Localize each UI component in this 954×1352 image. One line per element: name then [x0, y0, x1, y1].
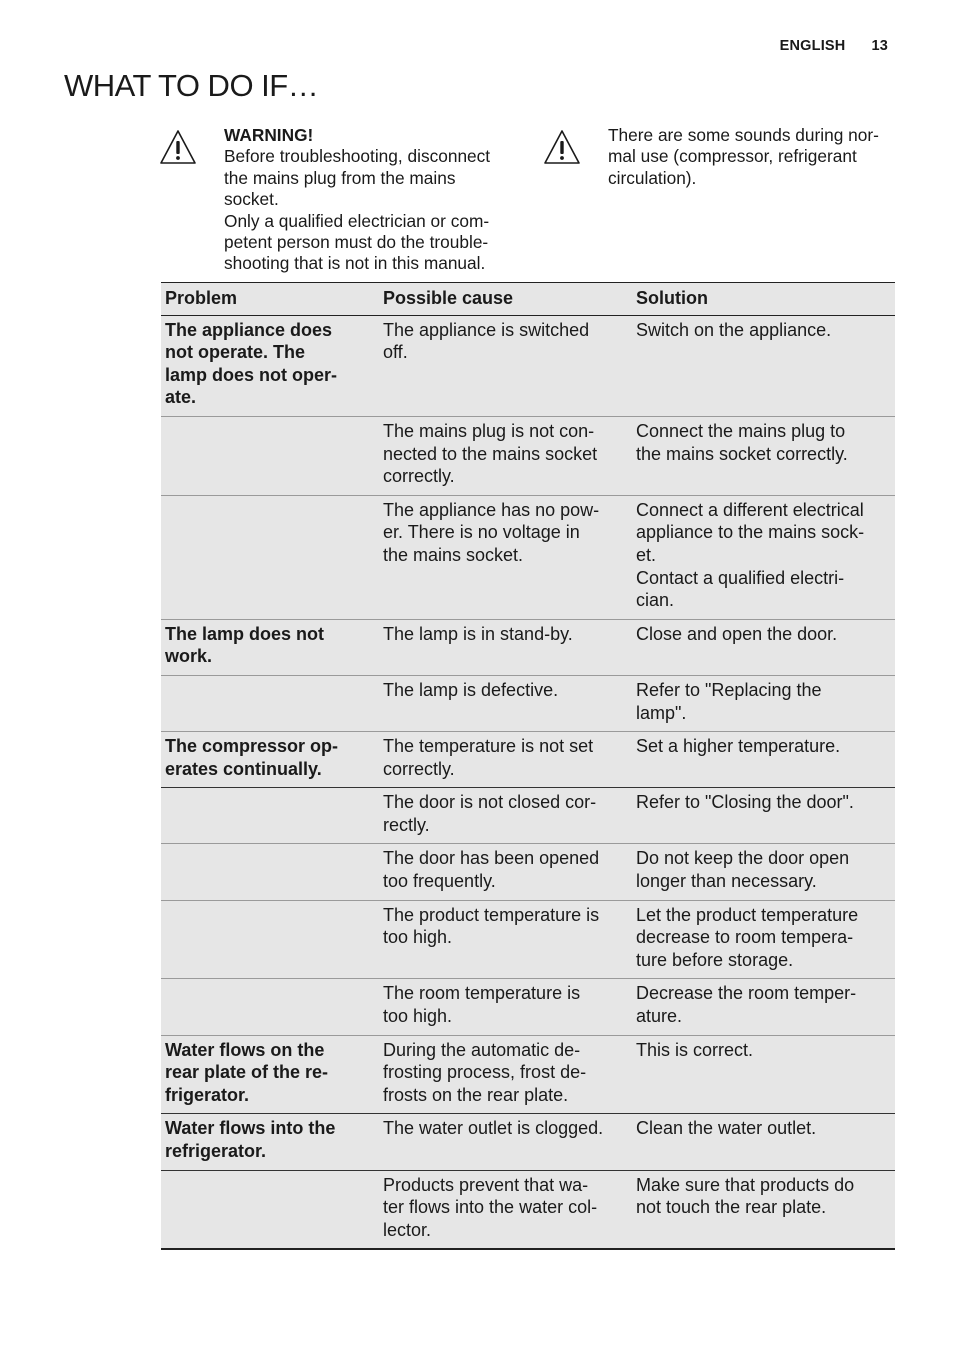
cause-cell	[379, 900, 632, 979]
solution-cell-line: Let the product temperature	[636, 904, 859, 925]
solution-cell-line: cian.	[636, 590, 675, 611]
problem-cell-line: work.	[165, 646, 213, 667]
problem-cell-line: The appliance does	[165, 319, 333, 340]
table-row	[161, 732, 895, 788]
warning-heading: WARNING!	[224, 125, 314, 145]
problem-cell	[161, 1035, 379, 1114]
solution-cell-line: decrease to room tempera-	[636, 927, 854, 948]
solution-cell	[632, 732, 895, 788]
cause-cell-line: lector.	[383, 1219, 432, 1240]
warning-line: the mains plug from the mains	[224, 167, 456, 188]
cause-cell-line: The door has been opened	[383, 848, 600, 869]
solution-cell-line: lamp".	[636, 702, 687, 723]
problem-cell-line: refrigerator.	[165, 1141, 267, 1161]
cause-cell-line: off.	[383, 342, 408, 363]
table-row	[161, 416, 895, 495]
solution-cell-line: Connect a different electrical	[636, 499, 864, 520]
cause-cell	[379, 788, 632, 844]
cause-cell-line: correctly.	[383, 758, 455, 779]
column-header-problem: Problem	[165, 288, 238, 308]
cause-cell-line: er. There is no voltage in	[383, 522, 580, 543]
cause-cell-line: too high.	[383, 1006, 453, 1027]
problem-cell-line: erates continually.	[165, 758, 322, 779]
cause-cell	[379, 495, 632, 619]
cause-cell-line: The lamp is defective.	[383, 679, 559, 700]
cause-cell-line: ter flows into the water col-	[383, 1197, 598, 1218]
problem-cell-line: lamp does not oper-	[165, 364, 338, 385]
warning-text	[224, 125, 490, 275]
solution-cell-line: Contact a qualified electri-	[636, 567, 845, 588]
warning-line: Only a qualified electrician or com-	[224, 210, 490, 231]
warning-triangle-icon	[159, 128, 197, 166]
problem-cell	[161, 1114, 379, 1170]
solution-cell-line: Clean the water outlet.	[636, 1118, 817, 1139]
problem-cell	[161, 495, 379, 619]
cause-cell-line: The mains plug is not con-	[383, 420, 595, 441]
problem-cell	[161, 619, 379, 675]
warning-line: socket.	[224, 189, 279, 210]
cause-cell	[379, 619, 632, 675]
cause-cell-line: too high.	[383, 927, 453, 948]
info-line: mal use (compressor, refrigerant	[608, 146, 857, 167]
solution-cell-line: Refer to "Closing the door".	[636, 792, 854, 813]
page-title: WHAT TO DO IF…	[64, 68, 319, 103]
solution-cell-line: Refer to "Replacing the	[636, 679, 822, 700]
info-line: circulation).	[608, 167, 697, 188]
info-notice	[543, 125, 905, 189]
problem-cell-line: The compressor op-	[165, 736, 339, 757]
page-header	[780, 38, 888, 54]
table-row	[161, 844, 895, 900]
solution-cell	[632, 495, 895, 619]
cause-cell-line: the mains socket.	[383, 544, 524, 565]
table-row	[161, 1114, 895, 1170]
solution-cell-line: ture before storage.	[636, 949, 794, 970]
solution-cell-line: Do not keep the door open	[636, 848, 850, 869]
cause-cell-line: nected to the mains socket	[383, 443, 598, 464]
solution-cell-line: et.	[636, 544, 657, 565]
cause-cell-line: The water outlet is clogged.	[383, 1118, 604, 1139]
problem-cell	[161, 675, 379, 731]
cause-cell-line: frosting process, frost de-	[383, 1062, 587, 1083]
table-row	[161, 788, 895, 844]
info-text	[608, 125, 879, 189]
problem-cell	[161, 844, 379, 900]
solution-cell-line: Decrease the room temper-	[636, 983, 857, 1004]
problem-cell-line: frigerator.	[165, 1084, 250, 1105]
solution-cell-line: Close and open the door.	[636, 623, 838, 644]
cause-cell-line: rectly.	[383, 814, 430, 835]
table-row	[161, 315, 895, 416]
cause-cell-line: frosts on the rear plate.	[383, 1084, 569, 1105]
cause-cell	[379, 1035, 632, 1114]
solution-cell	[632, 1035, 895, 1114]
cause-cell-line: correctly.	[383, 466, 455, 487]
problem-cell	[161, 979, 379, 1035]
cause-cell-line: The appliance has no pow-	[383, 499, 600, 520]
solution-cell-line: longer than necessary.	[636, 871, 817, 892]
page-number: 13	[871, 38, 888, 54]
cause-cell	[379, 675, 632, 731]
warning-line: shooting that is not in this manual.	[224, 253, 486, 274]
cause-cell	[379, 1170, 632, 1249]
table-row	[161, 1170, 895, 1249]
solution-cell	[632, 315, 895, 416]
cause-cell	[379, 416, 632, 495]
problem-cell-line: Water flows into the	[165, 1118, 336, 1139]
cause-cell-line: The product temperature is	[383, 904, 600, 925]
problem-cell	[161, 315, 379, 416]
table-row	[161, 495, 895, 619]
table-row	[161, 900, 895, 979]
table-body	[161, 315, 895, 1249]
solution-cell-line: Switch on the appliance.	[636, 319, 832, 340]
solution-cell-line: Set a higher temperature.	[636, 736, 841, 757]
cause-cell	[379, 844, 632, 900]
cause-cell-line: During the automatic de-	[383, 1039, 581, 1060]
solution-cell-line: the mains socket correctly.	[636, 443, 848, 464]
troubleshooting-table	[161, 282, 895, 1250]
solution-cell	[632, 416, 895, 495]
solution-cell	[632, 619, 895, 675]
problem-cell	[161, 416, 379, 495]
language-label: ENGLISH	[779, 38, 846, 54]
problem-cell	[161, 900, 379, 979]
warning-triangle-icon	[543, 128, 581, 166]
cause-cell	[379, 315, 632, 416]
solution-cell	[632, 844, 895, 900]
problem-cell-line: Water flows on the	[165, 1039, 325, 1060]
cause-cell	[379, 1114, 632, 1170]
warning-line: Before troubleshooting, disconnect	[224, 146, 491, 167]
table-row	[161, 675, 895, 731]
solution-cell	[632, 1170, 895, 1249]
solution-cell-line: This is correct.	[636, 1039, 754, 1060]
solution-cell	[632, 675, 895, 731]
problem-cell-line: The lamp does not	[165, 623, 325, 644]
problem-cell	[161, 1170, 379, 1249]
cause-cell	[379, 732, 632, 788]
warning-line: petent person must do the trouble-	[224, 232, 489, 253]
solution-cell-line: appliance to the mains sock-	[636, 522, 865, 543]
table-row	[161, 979, 895, 1035]
cause-cell-line: The lamp is in stand-by.	[383, 623, 573, 644]
cause-cell-line: The room temperature is	[383, 983, 581, 1004]
info-line: There are some sounds during nor-	[608, 125, 879, 145]
table-row	[161, 1035, 895, 1114]
solution-cell-line: not touch the rear plate.	[636, 1197, 827, 1218]
cause-cell	[379, 979, 632, 1035]
cause-cell-line: Products prevent that wa-	[383, 1174, 589, 1195]
problem-cell-line: not operate. The	[165, 342, 306, 363]
solution-cell-line: Connect the mains plug to	[636, 420, 846, 441]
problem-cell	[161, 732, 379, 788]
solution-cell	[632, 979, 895, 1035]
table-header-row	[161, 283, 895, 316]
column-header-solution: Solution	[636, 288, 708, 308]
cause-cell-line: The door is not closed cor-	[383, 792, 597, 813]
solution-cell	[632, 1114, 895, 1170]
table-row	[161, 619, 895, 675]
cause-cell-line: The appliance is switched	[383, 319, 590, 340]
cause-cell-line: too frequently.	[383, 871, 496, 892]
solution-cell	[632, 788, 895, 844]
problem-cell	[161, 788, 379, 844]
solution-cell-line: ature.	[636, 1006, 683, 1027]
problem-cell-line: rear plate of the re-	[165, 1062, 329, 1083]
problem-cell-line: ate.	[165, 387, 197, 408]
solution-cell-line: Make sure that products do	[636, 1174, 855, 1195]
solution-cell	[632, 900, 895, 979]
warning-notice	[159, 125, 524, 275]
cause-cell-line: The temperature is not set	[383, 736, 594, 757]
column-header-cause: Possible cause	[383, 288, 514, 308]
